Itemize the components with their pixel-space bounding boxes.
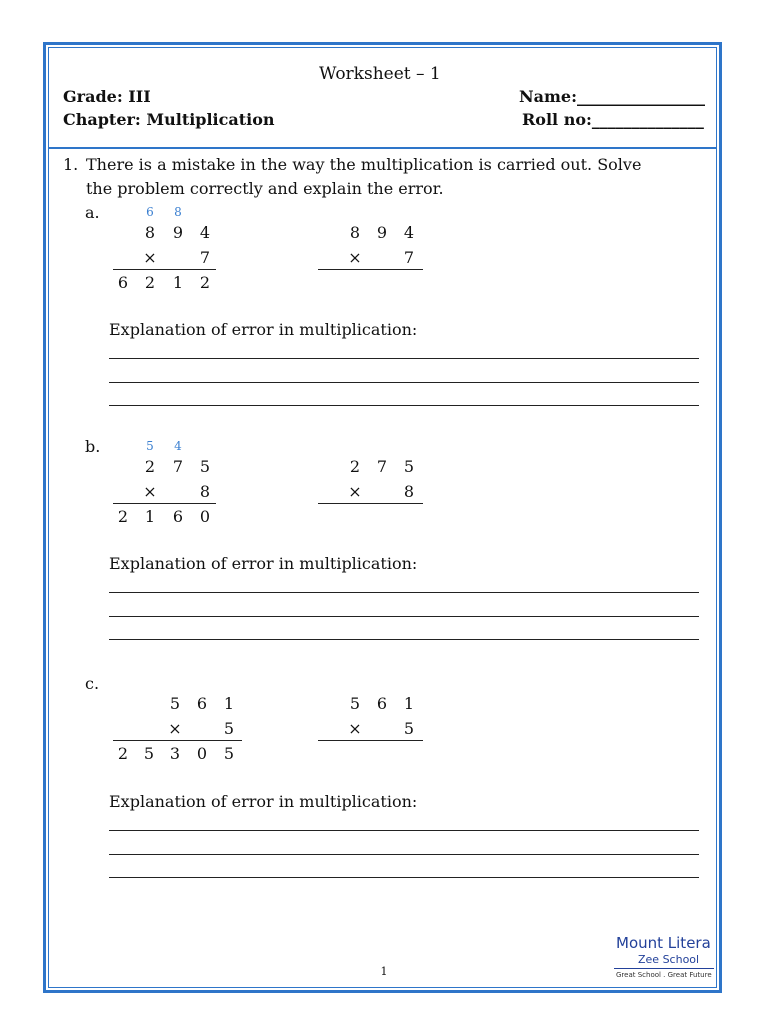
result-digit: 5 xyxy=(143,744,155,763)
carry-digit: 6 xyxy=(146,205,154,219)
work-multiplicand-digit: 1 xyxy=(403,694,415,713)
work-multiplicand-digit: 6 xyxy=(376,694,388,713)
multiplier-digit: 5 xyxy=(223,719,235,738)
result-digit: 1 xyxy=(144,507,156,526)
answer-line[interactable] xyxy=(109,382,699,383)
multiplicand-digit: 9 xyxy=(172,223,184,242)
work-times-sign: × xyxy=(348,719,362,738)
work-multiplicand-digit: 8 xyxy=(349,223,361,242)
product-rule xyxy=(113,269,216,270)
times-sign: × xyxy=(143,248,157,267)
result-digit: 2 xyxy=(144,273,156,292)
answer-line[interactable] xyxy=(109,877,699,878)
work-multiplicand-digit: 9 xyxy=(376,223,388,242)
product-rule xyxy=(113,503,216,504)
work-multiplicand-digit: 5 xyxy=(403,457,415,476)
product-rule xyxy=(113,740,242,741)
chapter-label: Chapter: Multiplication xyxy=(63,110,275,129)
multiplicand-digit: 4 xyxy=(199,223,211,242)
header-divider xyxy=(48,147,717,149)
explanation-label: Explanation of error in multiplication: xyxy=(109,792,418,811)
logo-subtitle: Zee School xyxy=(638,953,700,966)
logo-name: Mount Litera xyxy=(616,934,711,952)
roll-no-field: Roll no:______________ xyxy=(522,110,704,129)
work-times-sign: × xyxy=(348,482,362,501)
logo-tagline: Great School . Great Future xyxy=(616,971,712,979)
work-multiplicand-digit: 4 xyxy=(403,223,415,242)
answer-line[interactable] xyxy=(109,854,699,855)
answer-line[interactable] xyxy=(109,639,699,640)
result-digit: 2 xyxy=(117,507,129,526)
result-digit: 6 xyxy=(172,507,184,526)
question-text-line2: the problem correctly and explain the error. xyxy=(86,179,444,198)
carry-digit: 8 xyxy=(174,205,182,219)
answer-line[interactable] xyxy=(109,830,699,831)
result-digit: 0 xyxy=(196,744,208,763)
answer-line[interactable] xyxy=(109,358,699,359)
name-field: Name:________________ xyxy=(519,87,706,106)
work-multiplier-digit: 7 xyxy=(403,248,415,267)
times-sign: × xyxy=(168,719,182,738)
work-product-rule xyxy=(318,740,423,741)
work-product-rule xyxy=(318,269,423,270)
school-logo xyxy=(608,934,718,986)
result-digit: 2 xyxy=(117,744,129,763)
worksheet-title: Worksheet – 1 xyxy=(319,64,441,84)
grade-label: Grade: III xyxy=(63,87,151,106)
multiplicand-digit: 2 xyxy=(144,457,156,476)
carry-digit: 4 xyxy=(174,439,182,453)
work-multiplier-digit: 8 xyxy=(403,482,415,501)
times-sign: × xyxy=(143,482,157,501)
page-number: 1 xyxy=(380,965,388,978)
carry-digit: 5 xyxy=(146,439,154,453)
explanation-label: Explanation of error in multiplication: xyxy=(109,554,418,573)
multiplier-digit: 7 xyxy=(199,248,211,267)
answer-line[interactable] xyxy=(109,405,699,406)
problem-label: b. xyxy=(85,437,101,456)
answer-line[interactable] xyxy=(109,616,699,617)
problem-label: a. xyxy=(85,203,100,222)
work-times-sign: × xyxy=(348,248,362,267)
multiplicand-digit: 5 xyxy=(199,457,211,476)
question-number: 1. xyxy=(63,155,79,174)
result-digit: 0 xyxy=(199,507,211,526)
result-digit: 5 xyxy=(223,744,235,763)
work-multiplicand-digit: 2 xyxy=(349,457,361,476)
result-digit: 2 xyxy=(199,273,211,292)
result-digit: 6 xyxy=(117,273,129,292)
multiplicand-digit: 7 xyxy=(172,457,184,476)
result-digit: 1 xyxy=(172,273,184,292)
multiplier-digit: 8 xyxy=(199,482,211,501)
multiplicand-digit: 5 xyxy=(169,694,181,713)
result-digit: 3 xyxy=(169,744,181,763)
explanation-label: Explanation of error in multiplication: xyxy=(109,320,418,339)
multiplicand-digit: 6 xyxy=(196,694,208,713)
problem-label: c. xyxy=(85,674,100,693)
work-product-rule xyxy=(318,503,423,504)
question-text-line1: There is a mistake in the way the multiplication is carried out. Solve xyxy=(86,155,642,174)
logo-rule xyxy=(614,968,714,969)
work-multiplier-digit: 5 xyxy=(403,719,415,738)
multiplicand-digit: 8 xyxy=(144,223,156,242)
answer-line[interactable] xyxy=(109,592,699,593)
multiplicand-digit: 1 xyxy=(223,694,235,713)
work-multiplicand-digit: 5 xyxy=(349,694,361,713)
work-multiplicand-digit: 7 xyxy=(376,457,388,476)
